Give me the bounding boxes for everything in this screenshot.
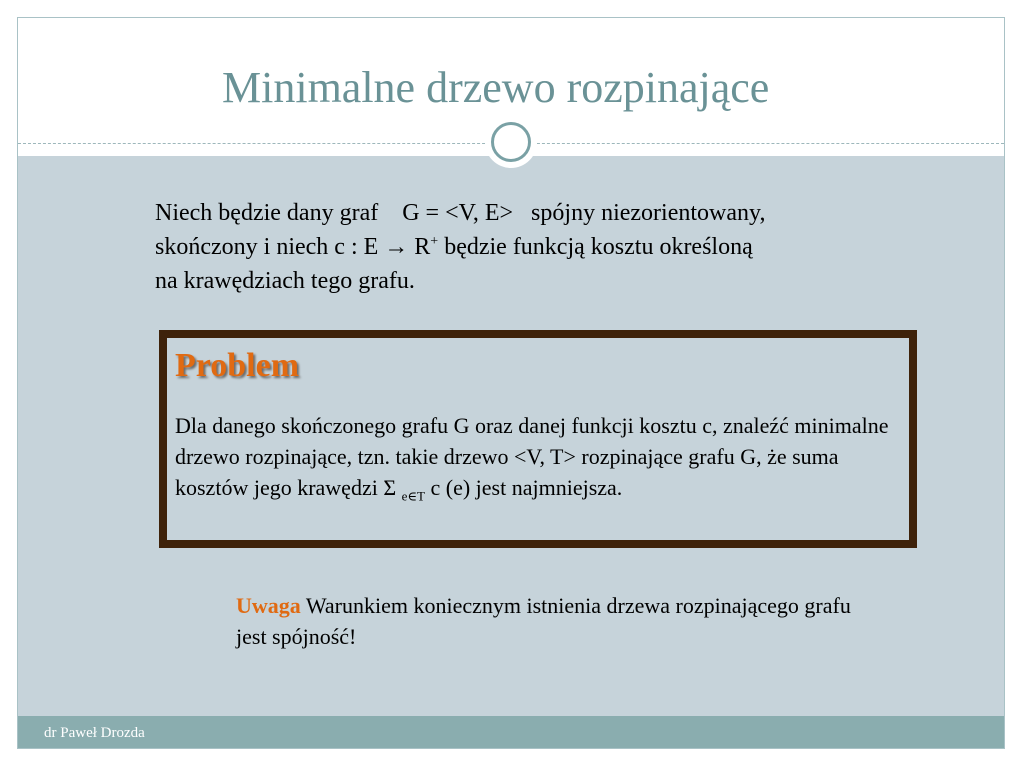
intro-line-1: Niech będzie dany graf G = <V, E> spójny niezorientowany, xyxy=(155,200,766,226)
note-label: Uwaga xyxy=(236,593,301,618)
circle-ornament-icon xyxy=(485,116,537,168)
footer-author: dr Paweł Drozda xyxy=(44,725,145,741)
problem-text-end: c (e) jest najmniejsza. xyxy=(424,475,623,500)
slide xyxy=(17,17,1005,749)
note-paragraph xyxy=(236,590,886,652)
problem-text-subscript: e∈T xyxy=(401,488,425,504)
problem-text xyxy=(175,410,915,503)
note-text: Warunkiem koniecznym istnienia drzewa rozpinającego grafu jest spójność! xyxy=(236,593,851,649)
problem-box xyxy=(159,330,917,548)
intro-line-3: na krawędziach tego grafu. xyxy=(155,268,415,294)
problem-text-main: Dla danego skończonego grafu G oraz danej funkcji kosztu c, znaleźć minimalne drzewo rozpinające, tzn. takie drzewo <V, T> rozpinające grafu G, że suma kosztów jego krawędzi Σ xyxy=(175,413,889,500)
intro-paragraph xyxy=(155,196,975,298)
intro-line-2-superscript: + xyxy=(430,234,439,249)
slide-title: Minimalne drzewo rozpinające xyxy=(222,63,770,112)
intro-line-2-after: będzie funkcją kosztu określoną xyxy=(438,234,753,260)
intro-line-2-before: skończony i niech c : E → R xyxy=(155,234,431,260)
problem-heading: Problem xyxy=(175,347,300,384)
slide-footer xyxy=(18,716,1004,749)
